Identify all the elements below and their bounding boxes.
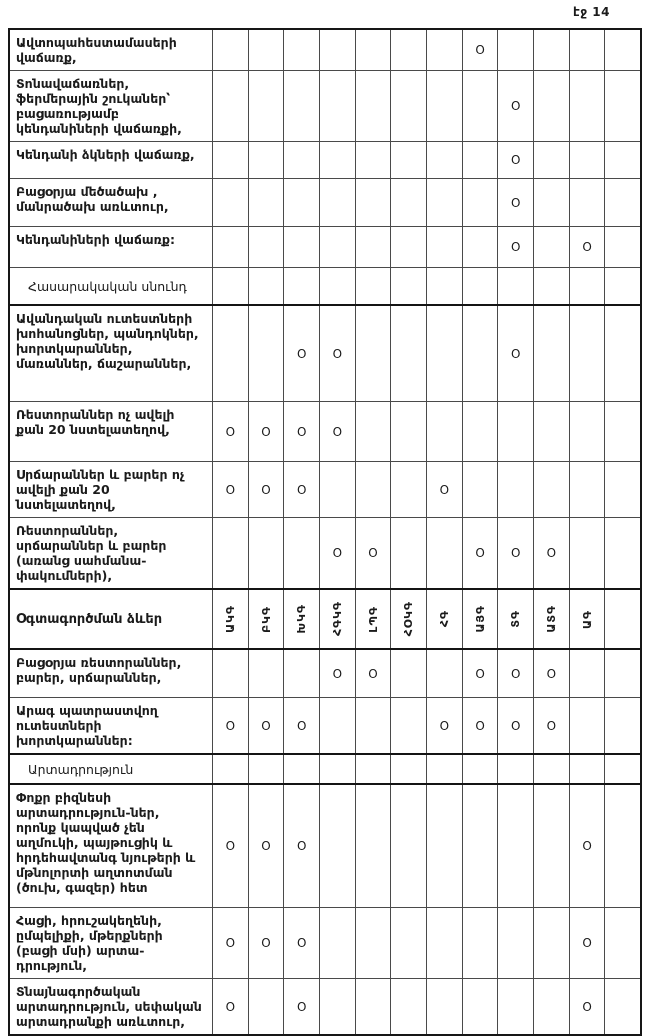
grid-cell [390,71,426,141]
grid-cell [497,462,533,517]
grid-cell [390,179,426,226]
grid-cell [533,402,569,461]
grid-cell [390,785,426,907]
grid-cell [390,755,426,783]
grid-cell [569,908,605,978]
grid-cell [355,306,391,401]
row-label: Բացօրյա մեծածախ , մանրածախ առևտուր, [16,184,169,214]
permitted-use-mark: O [510,666,521,681]
grid-cell [248,179,284,226]
grid-cell [283,402,319,461]
grid-cell [319,30,355,70]
grid-cell [355,179,391,226]
grid-cell [319,462,355,517]
grid-cell [283,590,319,648]
grid-cell [212,306,248,401]
grid-cell [426,755,462,783]
grid-cell [212,227,248,267]
grid-cell [462,462,498,517]
grid-cell [604,590,640,648]
grid-cell [426,227,462,267]
permitted-use-mark: O [475,666,485,681]
grid-cell [569,306,605,401]
grid-cell [569,227,605,267]
grid-cell [569,590,605,648]
permitted-use-mark: O [368,545,378,561]
permitted-use-mark: O [261,424,271,439]
grid-cell [319,268,355,304]
grid-cell [426,402,462,461]
grid-cell [319,698,355,753]
grid-cell [533,227,569,267]
grid-cell [604,268,640,304]
row-label: Արագ պատրաստվող ուտեստների խորտկարաններ: [16,703,158,748]
grid-cell [355,518,391,588]
grid-cell [497,71,533,141]
table-row [10,783,640,907]
table-row [10,304,640,401]
grid-cell [604,71,640,141]
grid-cell [533,71,569,141]
grid-cell [283,142,319,178]
grid-cell [248,755,284,783]
grid-cell [426,650,462,697]
zone-column-code: ԱԿԳ [223,605,237,633]
grid-cell [604,179,640,226]
grid-cell [497,30,533,70]
grid-cell [390,402,426,461]
row-label: Հացի, հրուշակեղենի, ըմպելիքի, մթերքների (բացի մսի) արտա-դրություն, [16,913,163,973]
grid-cell [248,71,284,141]
grid-cell [462,142,498,178]
zone-column-code: ԽԿԳ [295,604,309,634]
zone-column-code: ԼՊԳ [366,605,380,633]
grid-cell [283,698,319,753]
permitted-use-mark: O [546,666,557,681]
grid-cell [569,979,605,1034]
grid-cell [426,179,462,226]
permitted-use-mark: O [439,482,450,497]
grid-cell [355,71,391,141]
grid-cell [569,268,605,304]
grid-cell [533,518,569,588]
permitted-use-mark: O [225,935,236,951]
grid-cell [462,179,498,226]
grid-cell [283,306,319,401]
grid-cell [533,268,569,304]
row-label: Ռեստորաններ, սրճարաններ և բարեր (առանց սահմանա-փակումների), [16,523,167,583]
grid-cell [319,590,355,648]
permitted-use-mark: O [296,718,307,733]
table-row [10,70,640,141]
grid-cell [283,462,319,517]
grid-cell [533,908,569,978]
grid-cell [390,306,426,401]
table-row [10,267,640,304]
grid-cell [212,979,248,1034]
grid-cell [283,650,319,697]
table-row [10,401,640,461]
permitted-use-mark: O [261,935,271,951]
grid-cell [248,590,284,648]
grid-cell [390,590,426,648]
grid-cell [355,979,391,1034]
grid-cell [355,698,391,753]
grid-cell [462,268,498,304]
grid-cell [426,30,462,70]
permitted-use-mark: O [582,239,592,255]
row-label: Սրճարաններ և բարեր ոչ ավելի քան 20 նստելատեղով, [16,467,185,512]
grid-cell [497,650,533,697]
grid-cell [355,30,391,70]
grid-cell [248,462,284,517]
grid-cell [497,402,533,461]
permitted-use-mark: O [225,999,236,1014]
permitted-use-mark: O [332,666,343,681]
grid-cell [426,462,462,517]
permitted-use-mark: O [475,42,485,58]
permitted-use-mark: O [296,999,307,1014]
grid-cell [497,268,533,304]
zone-column-code: ԲԿԳ [259,605,273,633]
grid-cell [390,698,426,753]
grid-cell [426,590,462,648]
zone-column-code: ՏԳ [509,610,523,628]
grid-cell [212,71,248,141]
grid-cell [604,462,640,517]
table-row [10,141,640,178]
permitted-use-mark: O [296,838,307,854]
grid-cell [283,268,319,304]
table-row [10,30,640,70]
grid-cell [355,785,391,907]
zone-column-code: ՀԳԿԳ [330,601,344,637]
permitted-use-mark: O [261,718,271,733]
permitted-use-mark: O [546,718,557,733]
grid-cell [426,306,462,401]
table-row [10,697,640,753]
permitted-use-mark: O [510,545,521,561]
grid-cell [319,979,355,1034]
permitted-use-mark: O [546,545,557,561]
grid-cell [604,785,640,907]
grid-cell [497,979,533,1034]
grid-cell [283,179,319,226]
section-label: Հասարակական սնունդ [28,278,187,294]
row-label: Տնայնագործական արտադրություն, սեփական արտադրանքի առևտուր, [16,984,202,1029]
grid-cell [212,590,248,648]
zone-column-code: ՀԳ [437,610,451,628]
grid-cell [533,785,569,907]
grid-cell [212,179,248,226]
grid-cell [283,227,319,267]
permitted-use-mark: O [368,666,378,681]
section-label: Արտադրություն [28,761,134,777]
row-label: Կենդանի ձկների վաճառք, [16,147,195,162]
grid-cell [355,755,391,783]
table-row [10,753,640,783]
grid-cell [248,402,284,461]
grid-cell [497,698,533,753]
grid-cell [426,785,462,907]
grid-cell [319,402,355,461]
grid-cell [462,402,498,461]
grid-cell [212,268,248,304]
table-row [10,226,640,267]
permitted-use-mark: O [475,545,485,561]
grid-cell [569,142,605,178]
permitted-use-mark: O [510,718,521,733]
grid-cell [319,650,355,697]
grid-cell [390,142,426,178]
grid-cell [426,71,462,141]
grid-cell [604,402,640,461]
row-label: Տոնավաճառներ, ֆերմերային շուկաներ՝ բացառությամբ կենդանիների վաճառքի, [16,76,182,136]
grid-cell [462,650,498,697]
permitted-use-mark: O [332,346,343,361]
permitted-use-mark: O [510,98,521,114]
grid-cell [533,979,569,1034]
grid-cell [462,590,498,648]
grid-cell [355,590,391,648]
grid-cell [569,179,605,226]
permitted-use-mark: O [510,239,521,255]
grid-cell [248,698,284,753]
permitted-uses-table [8,28,642,1036]
grid-cell [248,785,284,907]
row-label: Բացօրյա ռեստորաններ, բարեր, սրճարաններ, [16,655,182,685]
page-number: էջ 14 [572,5,610,19]
grid-cell [212,908,248,978]
grid-cell [604,979,640,1034]
grid-cell [248,227,284,267]
permitted-use-mark: O [510,346,521,361]
permitted-use-mark: O [582,838,592,854]
grid-cell [569,785,605,907]
table-row [10,648,640,697]
permitted-use-mark: O [582,999,592,1014]
grid-cell [604,227,640,267]
grid-cell [497,908,533,978]
grid-cell [533,650,569,697]
permitted-use-mark: O [225,838,236,854]
permitted-use-mark: O [296,424,307,439]
grid-cell [212,755,248,783]
grid-cell [604,755,640,783]
grid-cell [248,908,284,978]
permitted-use-mark: O [261,838,271,854]
grid-cell [390,518,426,588]
permitted-use-mark: O [261,482,271,497]
grid-cell [355,402,391,461]
grid-cell [569,71,605,141]
permitted-use-mark: O [439,718,450,733]
grid-cell [355,227,391,267]
zone-column-code: ՀՕԿԳ [402,601,416,637]
grid-cell [604,650,640,697]
grid-cell [426,268,462,304]
grid-cell [533,306,569,401]
zone-column-code: ԱՏԳ [544,605,558,633]
grid-cell [319,518,355,588]
grid-cell [462,227,498,267]
grid-cell [390,462,426,517]
grid-cell [462,698,498,753]
grid-cell [569,462,605,517]
grid-cell [390,30,426,70]
permitted-use-mark: O [225,424,236,439]
grid-cell [426,518,462,588]
grid-cell [248,306,284,401]
row-label: Ավանդական ուտեստների խոհանոցներ, պանդոկներ, խորտկարաններ, մառաններ, ճաշարաններ, [16,311,199,371]
grid-cell [283,518,319,588]
use-forms-header-label: Օգտագործման ձևեր [16,611,163,627]
grid-cell [248,518,284,588]
grid-cell [212,462,248,517]
grid-cell [212,785,248,907]
grid-cell [462,71,498,141]
grid-cell [533,462,569,517]
grid-cell [569,518,605,588]
grid-cell [212,30,248,70]
grid-cell [426,979,462,1034]
grid-cell [319,755,355,783]
grid-cell [319,227,355,267]
grid-cell [212,698,248,753]
grid-cell [355,650,391,697]
grid-cell [355,462,391,517]
grid-cell [248,268,284,304]
table-row [10,978,640,1034]
grid-cell [462,979,498,1034]
grid-cell [497,227,533,267]
row-label: Փոքր բիզնեսի արտադրություն-ներ, որոնք կապված չեն աղմուկի, պայթուցիկ և հրդեհավտանգ նյութերի և մթնոլորտի աղտոտման (ծուխ, գազեր) հետ [16,790,196,895]
grid-cell [283,785,319,907]
grid-cell [533,179,569,226]
grid-cell [497,785,533,907]
grid-cell [569,30,605,70]
grid-cell [212,142,248,178]
table-row [10,588,640,648]
permitted-use-mark: O [296,346,307,361]
grid-cell [569,650,605,697]
permitted-use-mark: O [582,935,592,951]
permitted-use-mark: O [510,152,521,168]
grid-cell [462,30,498,70]
row-label: Ռեստորաններ ոչ ավելի քան 20 նստելատեղով, [16,407,175,437]
table-row [10,461,640,517]
permitted-use-mark: O [225,482,236,497]
grid-cell [390,268,426,304]
grid-cell [283,755,319,783]
table-row [10,178,640,226]
grid-cell [390,908,426,978]
permitted-use-mark: O [332,424,343,439]
grid-cell [390,227,426,267]
grid-cell [283,30,319,70]
permitted-use-mark: O [475,718,485,733]
grid-cell [604,306,640,401]
grid-cell [426,908,462,978]
grid-cell [283,979,319,1034]
grid-cell [355,142,391,178]
grid-cell [533,30,569,70]
grid-cell [462,306,498,401]
grid-cell [319,179,355,226]
permitted-use-mark: O [225,718,236,733]
grid-cell [248,650,284,697]
grid-cell [390,979,426,1034]
grid-cell [604,142,640,178]
grid-cell [212,650,248,697]
zone-column-code: ԱԳ [580,609,594,629]
row-label: Կենդանիների վաճառք: [16,232,176,247]
grid-cell [283,71,319,141]
grid-cell [497,755,533,783]
grid-cell [497,306,533,401]
grid-cell [426,142,462,178]
grid-cell [355,908,391,978]
permitted-use-mark: O [510,195,521,210]
permitted-use-mark: O [296,935,307,951]
grid-cell [426,698,462,753]
grid-cell [319,908,355,978]
grid-cell [248,979,284,1034]
grid-cell [569,755,605,783]
grid-cell [497,590,533,648]
grid-cell [355,268,391,304]
grid-cell [319,306,355,401]
grid-cell [569,698,605,753]
permitted-use-mark: O [296,482,307,497]
grid-cell [462,755,498,783]
grid-cell [462,518,498,588]
zone-column-code: ԱՅԳ [473,605,487,633]
permitted-use-mark: O [332,545,343,561]
grid-cell [533,142,569,178]
grid-cell [319,71,355,141]
grid-cell [533,755,569,783]
grid-cell [212,402,248,461]
grid-cell [604,30,640,70]
grid-cell [462,785,498,907]
grid-cell [604,908,640,978]
grid-cell [497,518,533,588]
grid-cell [248,142,284,178]
grid-cell [533,590,569,648]
grid-cell [497,142,533,178]
grid-cell [212,518,248,588]
grid-cell [533,698,569,753]
grid-cell [390,650,426,697]
grid-cell [462,908,498,978]
grid-cell [283,908,319,978]
grid-cell [604,698,640,753]
grid-cell [319,142,355,178]
grid-cell [319,785,355,907]
row-label: Ավտոպահեստամասերի վաճառք, [16,35,177,65]
grid-cell [497,179,533,226]
table-row [10,907,640,978]
grid-cell [604,518,640,588]
table-row [10,517,640,588]
grid-cell [569,402,605,461]
grid-cell [248,30,284,70]
